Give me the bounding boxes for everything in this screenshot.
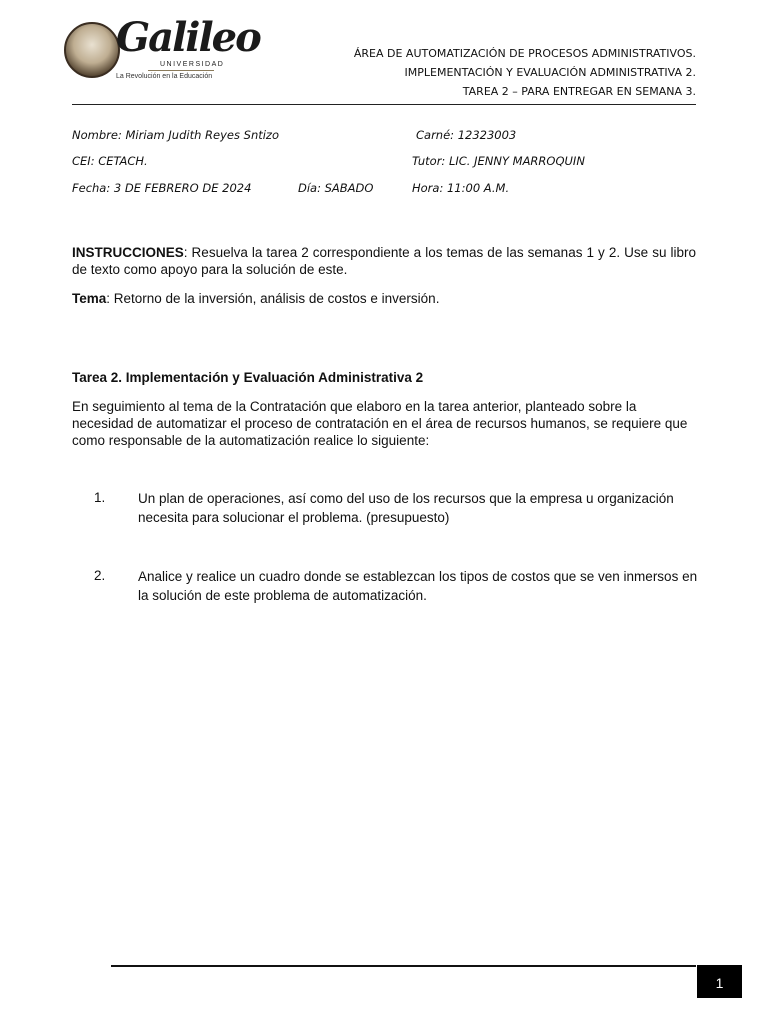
galileo-logo xyxy=(64,14,260,84)
tema-label: Tema xyxy=(72,291,107,306)
info-hora: Hora: 11:00 A.M. xyxy=(412,181,510,195)
info-nombre: Nombre: Miriam Judith Reyes Sntizo xyxy=(72,128,280,142)
info-carne: Carné: 12323003 xyxy=(416,128,517,142)
list-item-number: 2. xyxy=(94,568,106,583)
header-divider xyxy=(72,104,696,105)
tema-text: : Retorno de la inversión, análisis de costos e inversión. xyxy=(106,291,440,306)
page-number: 1 xyxy=(697,965,742,998)
info-dia: Día: SABADO xyxy=(298,181,374,195)
info-cei: CEI: CETACH. xyxy=(72,154,148,168)
galileo-portrait-icon xyxy=(64,22,120,78)
info-tutor: Tutor: LIC. JENNY MARROQUIN xyxy=(412,154,585,168)
list-item-text: Analice y realice un cuadro donde se establezcan los tipos de costos que se ven inmersos en la solución de este problema de automatización. xyxy=(138,569,698,603)
tema-paragraph xyxy=(72,290,696,307)
logo-divider xyxy=(148,70,214,71)
logo-wordmark: Galileo xyxy=(116,14,260,61)
instructions-paragraph xyxy=(72,244,696,278)
intro-paragraph: En seguimiento al tema de la Contratación que elaboro en la tarea anterior, planteado sobre la necesidad de automatizar el proceso de contratación en el área de recursos humanos, se requiere que como responsable de la automatización realice lo siguiente: xyxy=(72,399,688,448)
task-heading: Tarea 2. Implementación y Evaluación Administrativa 2 xyxy=(72,370,424,385)
header-line-1: ÁREA DE AUTOMATIZACIÓN DE PROCESOS ADMINISTRATIVOS. xyxy=(353,47,696,60)
header-lines xyxy=(354,44,696,101)
logo-tagline: La Revolución en la Educación xyxy=(116,73,213,80)
list-item-text: Un plan de operaciones, así como del uso de los recursos que la empresa u organización necesita para solucionar el problema. (presupuesto) xyxy=(138,491,674,525)
instructions-label: INSTRUCCIONES xyxy=(72,245,184,260)
footer-divider xyxy=(111,965,696,967)
info-fecha: Fecha: 3 DE FEBRERO DE 2024 xyxy=(72,181,252,195)
list-item-number: 1. xyxy=(94,490,106,505)
logo-subtitle: UNIVERSIDAD xyxy=(160,61,225,68)
header-line-2: IMPLEMENTACIÓN Y EVALUACIÓN ADMINISTRATIVA 2. xyxy=(404,66,696,79)
instructions-text: : Resuelva la tarea 2 correspondiente a los temas de las semanas 1 y 2. Use su libro de texto como apoyo para la solución de este. xyxy=(72,245,696,277)
header-line-3: TAREA 2 – PARA ENTREGAR EN SEMANA 3. xyxy=(462,85,696,98)
